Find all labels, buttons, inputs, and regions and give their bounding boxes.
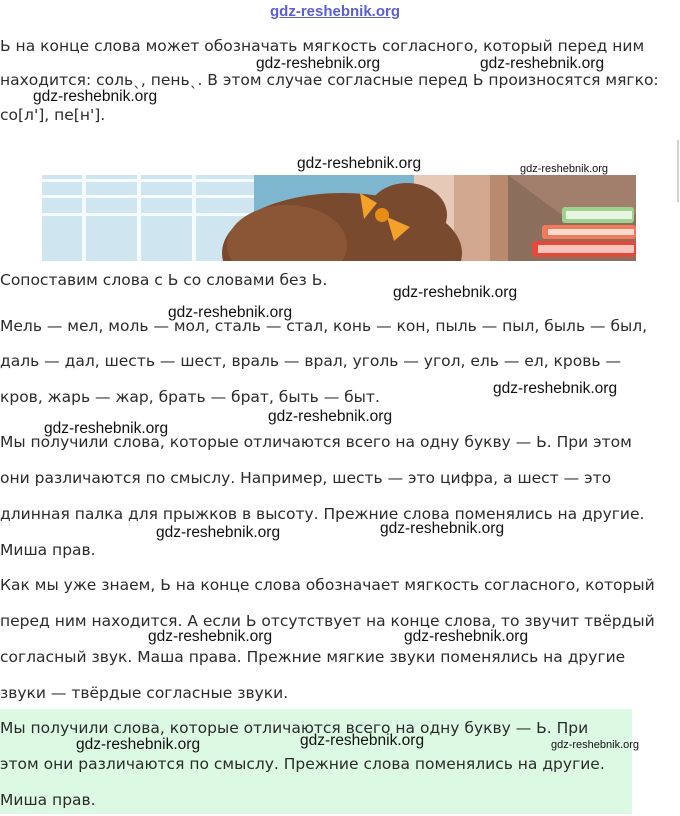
watermark: gdz-reshebnik.org xyxy=(300,732,425,749)
watermark: gdz-reshebnik.org xyxy=(380,520,505,537)
text-line: Миша прав. xyxy=(0,541,96,559)
text-line: Сопоставим слова с Ь со словами без Ь. xyxy=(0,271,328,289)
watermark: gdz-reshebnik.org xyxy=(76,736,201,753)
watermark: gdz-reshebnik.org xyxy=(156,524,281,541)
watermark: gdz-reshebnik.org xyxy=(297,155,422,172)
watermark: gdz-reshebnik.org xyxy=(404,628,529,645)
illustration-girl-with-books xyxy=(42,175,636,261)
watermark: gdz-reshebnik.org xyxy=(44,420,169,437)
answer-line: Миша прав. xyxy=(0,791,96,809)
text-line: Мы получили слова, которые отличаются всего на одну букву — Ь. При этом xyxy=(0,433,632,451)
watermark: gdz-reshebnik.org xyxy=(256,55,381,72)
answer-line: этом они различаются по смыслу. Прежние слова поменялись на другие. xyxy=(0,755,605,773)
text-line: они различаются по смыслу. Например, шесть — это цифра, а шест — это xyxy=(0,469,612,487)
text-line: согласный звук. Маша права. Прежние мягкие звуки поменялись на другие xyxy=(0,648,626,666)
watermark: gdz-reshebnik.org xyxy=(520,163,609,175)
watermark: gdz-reshebnik.org xyxy=(268,408,393,425)
watermark: gdz-reshebnik.org xyxy=(148,628,273,645)
watermark: gdz-reshebnik.org xyxy=(551,739,640,751)
text-line: находится: сольˎ, пеньˎ. В этом случае согласные перед Ь произносятся мягко: xyxy=(0,71,659,89)
text-line: кров, жарь — жар, брать — брат, быть — быт. xyxy=(0,388,380,406)
watermark: gdz-reshebnik.org xyxy=(33,88,158,105)
text-line: Как мы уже знаем, Ь на конце слова обозначает мягкость согласного, который xyxy=(0,576,655,594)
illustration-svg xyxy=(42,175,636,261)
watermark-top[interactable]: gdz-reshebnik.org xyxy=(270,3,401,20)
text-line: даль — дал, шесть — шест, враль — врал, уголь — угол, ель — ел, кровь — xyxy=(0,352,621,370)
watermark: gdz-reshebnik.org xyxy=(480,55,605,72)
watermark: gdz-reshebnik.org xyxy=(168,304,293,321)
text-line: Мель — мел, моль — мол, сталь — стал, конь — кон, пыль — пыл, быль — был, xyxy=(0,317,648,335)
text-line: звуки — твёрдые согласные звуки. xyxy=(0,684,289,702)
watermark: gdz-reshebnik.org xyxy=(393,284,518,301)
text-line: Ь на конце слова может обозначать мягкость согласного, который перед ним xyxy=(0,37,645,55)
text-line: длинная палка для прыжков в высоту. Прежние слова поменялись на другие. xyxy=(0,505,645,523)
text-line: перед ним находится. А если Ь отсутствует на конце слова, то звучит твёрдый xyxy=(0,612,655,630)
text-line: со[л'], пе[н']. xyxy=(0,106,106,124)
answer-line: Мы получили слова, которые отличаются всего на одну букву — Ь. При xyxy=(0,719,589,737)
watermark: gdz-reshebnik.org xyxy=(493,380,618,397)
page-edge-mark xyxy=(677,140,679,202)
